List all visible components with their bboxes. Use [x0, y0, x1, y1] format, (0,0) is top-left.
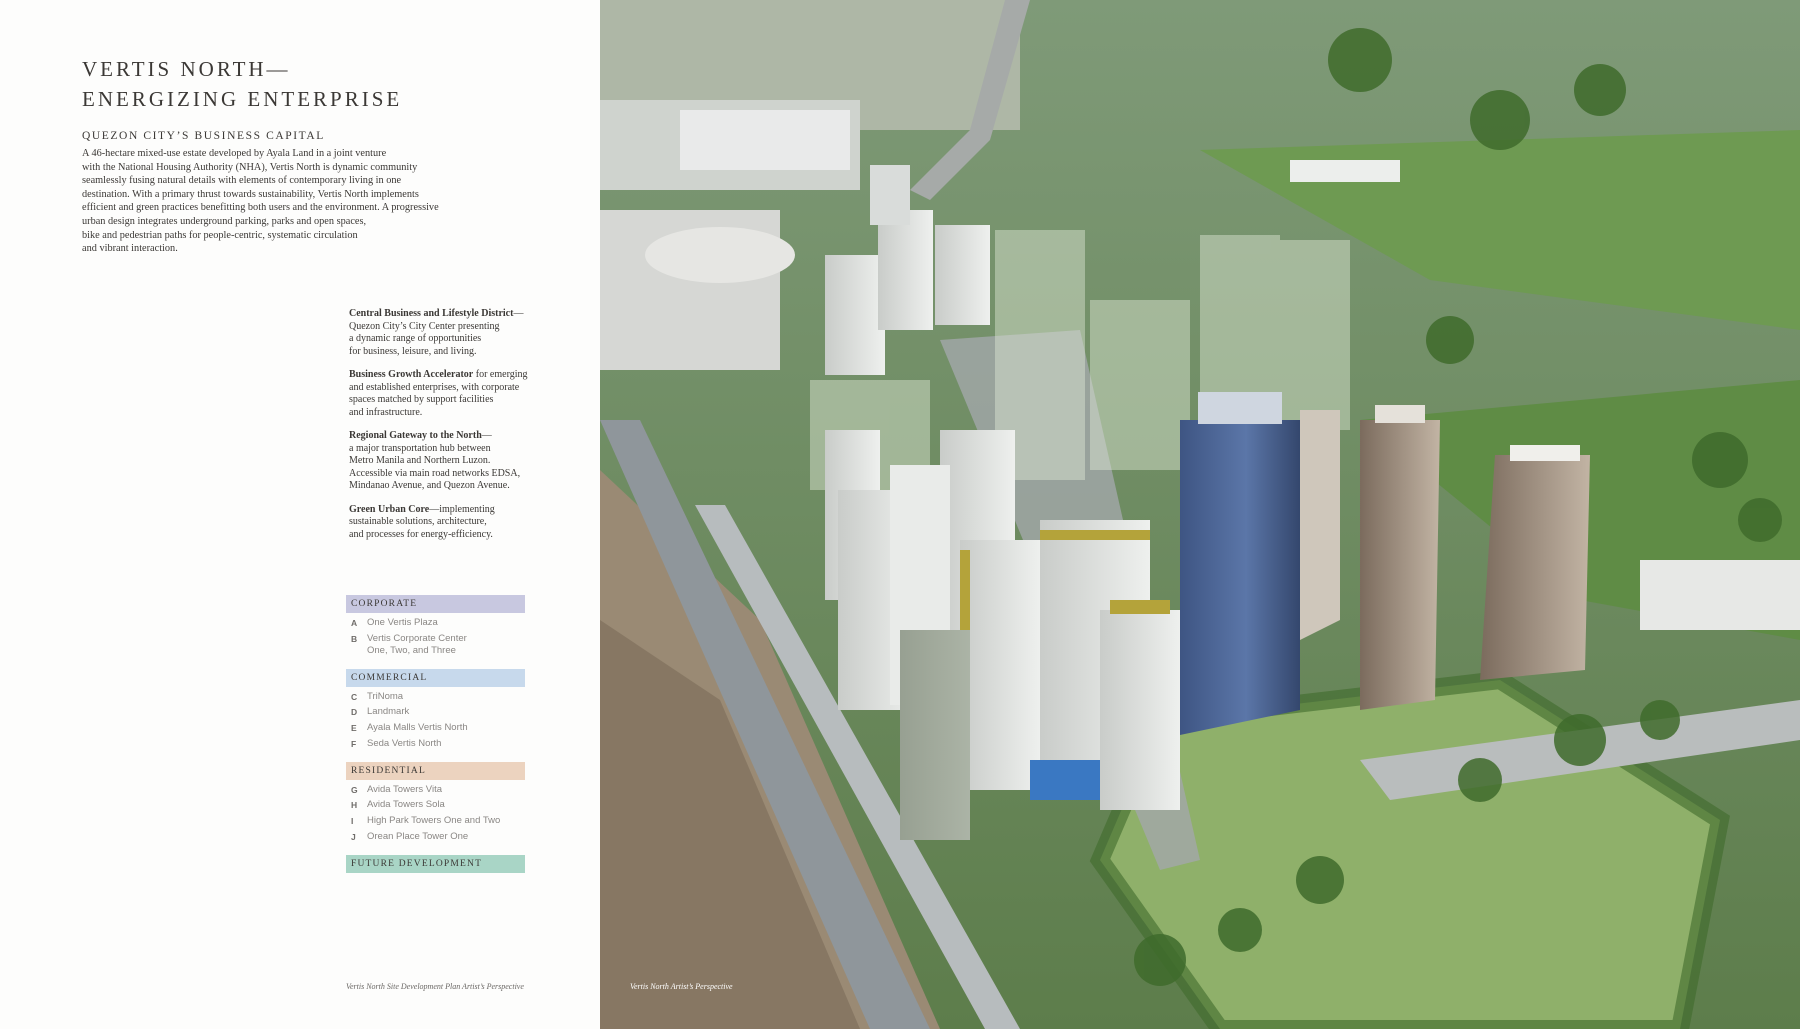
legend-name-line: Avida Towers Vita: [367, 783, 442, 795]
legend-item: [351, 799, 525, 811]
legend-residential-items: [346, 780, 525, 843]
legend-item: [351, 691, 525, 703]
feature-lead: Business Growth Accelerator: [349, 369, 474, 380]
legend-category-commercial: COMMERCIAL: [346, 669, 525, 687]
feature-line: spaces matched by support facilities: [349, 394, 494, 405]
feature-first-line: [349, 308, 549, 321]
intro-line: destination. With a primary thrust towards sustainability, Vertis North implements: [82, 188, 419, 200]
feature-line: a major transportation hub between: [349, 442, 491, 454]
legend-commercial-items: [346, 687, 525, 750]
legend-name-line: Ayala Malls Vertis North: [367, 722, 468, 734]
legend-letter: G: [351, 784, 358, 795]
legend-letter: I: [351, 816, 354, 827]
feature-lead: Central Business and Lifestyle District: [349, 308, 514, 319]
feature-first-rest: —implementing: [429, 503, 495, 515]
legend-name-line: TriNoma: [367, 690, 404, 702]
legend-item: [351, 617, 525, 629]
legend-letter: D: [351, 707, 358, 718]
title-line-2: ENERGIZING ENTERPRISE: [82, 87, 403, 111]
legend-item: [351, 706, 525, 718]
feature-line: Mindanao Avenue, and Quezon Avenue.: [349, 480, 510, 491]
intro-line: urban design integrates underground parking, parks and open spaces,: [82, 215, 367, 227]
legend-name-line: High Park Towers One and Two: [367, 815, 501, 827]
page-title: [82, 54, 402, 114]
legend-name: [367, 617, 438, 629]
feature-first-rest: —: [481, 430, 492, 441]
legend-name-line: Landmark: [367, 706, 410, 718]
feature-first-line: [349, 369, 549, 382]
aerial-caption: Vertis North Artist’s Perspective: [630, 982, 733, 991]
intro-line: seamlessly fusing natural details with elements of contemporary living in one: [82, 175, 402, 187]
legend-category-corporate: CORPORATE: [346, 595, 525, 613]
legend-category-residential: RESIDENTIAL: [346, 762, 525, 780]
legend-name: [367, 831, 468, 843]
intro-line: bike and pedestrian paths for people-centric, systematic circulation: [82, 229, 358, 241]
feature-lead: Green Urban Core: [349, 503, 430, 515]
feature-line: Accessible via main road networks EDSA,: [349, 467, 521, 479]
feature-line: a dynamic range of opportunities: [349, 333, 482, 344]
feature-green-core: [349, 504, 549, 542]
site-plan-caption: Vertis North Site Development Plan Artist’s Perspective: [346, 982, 524, 991]
left-page: [0, 0, 600, 1029]
legend-item: [351, 633, 525, 657]
legend-name-line: One, Two, and Three: [367, 644, 456, 656]
legend-item: [351, 831, 525, 843]
aerial-rendering: [600, 0, 1800, 1029]
feature-list: [349, 308, 549, 552]
legend-name-line: Vertis Corporate Center: [367, 632, 467, 644]
legend-name-line: Orean Place Tower One: [367, 830, 469, 842]
feature-line: and infrastructure.: [349, 406, 423, 418]
feature-first-line: [349, 504, 549, 517]
feature-line: Quezon City’s City Center presenting: [349, 320, 500, 332]
feature-first-line: [349, 430, 549, 443]
legend-corporate-items: [346, 613, 525, 657]
feature-business-district: [349, 308, 549, 358]
legend-letter: E: [351, 723, 357, 734]
title-line-1: VERTIS NORTH—: [82, 57, 291, 81]
legend-name: [367, 738, 441, 750]
legend-letter: J: [351, 831, 356, 842]
legend-item: [351, 738, 525, 750]
legend-name: [367, 691, 403, 703]
feature-line: Metro Manila and Northern Luzon.: [349, 455, 491, 466]
feature-lead: Regional Gateway to the North: [349, 430, 482, 441]
legend-letter: A: [351, 618, 358, 628]
legend-item: [351, 815, 525, 827]
site-legend: [346, 595, 525, 873]
legend-item: [351, 722, 525, 734]
legend-category-future: FUTURE DEVELOPMENT: [346, 855, 525, 873]
legend-letter: F: [351, 738, 357, 749]
legend-name-line: Avida Towers Sola: [367, 799, 445, 811]
legend-name-line: Seda Vertis North: [367, 737, 442, 749]
feature-regional-gateway: [349, 430, 549, 493]
feature-line: and processes for energy-efficiency.: [349, 528, 493, 540]
intro-line: with the National Housing Authority (NHA), Vertis North is dynamic community: [82, 161, 418, 173]
legend-letter: B: [351, 633, 358, 644]
legend-name: [367, 633, 467, 657]
feature-line: sustainable solutions, architecture,: [349, 516, 487, 527]
section-subheading: QUEZON CITY’S BUSINESS CAPITAL: [82, 130, 325, 142]
feature-first-rest: for emerging: [473, 369, 528, 380]
intro-line: and vibrant interaction.: [82, 243, 178, 255]
feature-growth-accelerator: [349, 369, 549, 419]
feature-line: for business, leisure, and living.: [349, 345, 477, 357]
legend-name: [367, 815, 500, 827]
legend-item: [351, 784, 525, 796]
intro-paragraph: [82, 147, 502, 256]
feature-first-rest: —: [513, 308, 524, 319]
legend-name: [367, 706, 409, 718]
legend-name-line: One Vertis Plaza: [367, 617, 438, 628]
legend-name: [367, 784, 442, 796]
feature-line: and established enterprises, with corporate: [349, 381, 520, 393]
intro-line: A 46-hectare mixed-use estate developed by Ayala Land in a joint venture: [82, 148, 387, 159]
legend-name: [367, 722, 468, 734]
legend-name: [367, 799, 445, 811]
intro-line: efficient and green practices benefitting both users and the environment. A progressive: [82, 202, 439, 214]
legend-letter: H: [351, 800, 358, 811]
aerial-rendering-illustration: [600, 0, 1800, 1029]
legend-letter: C: [351, 691, 358, 702]
